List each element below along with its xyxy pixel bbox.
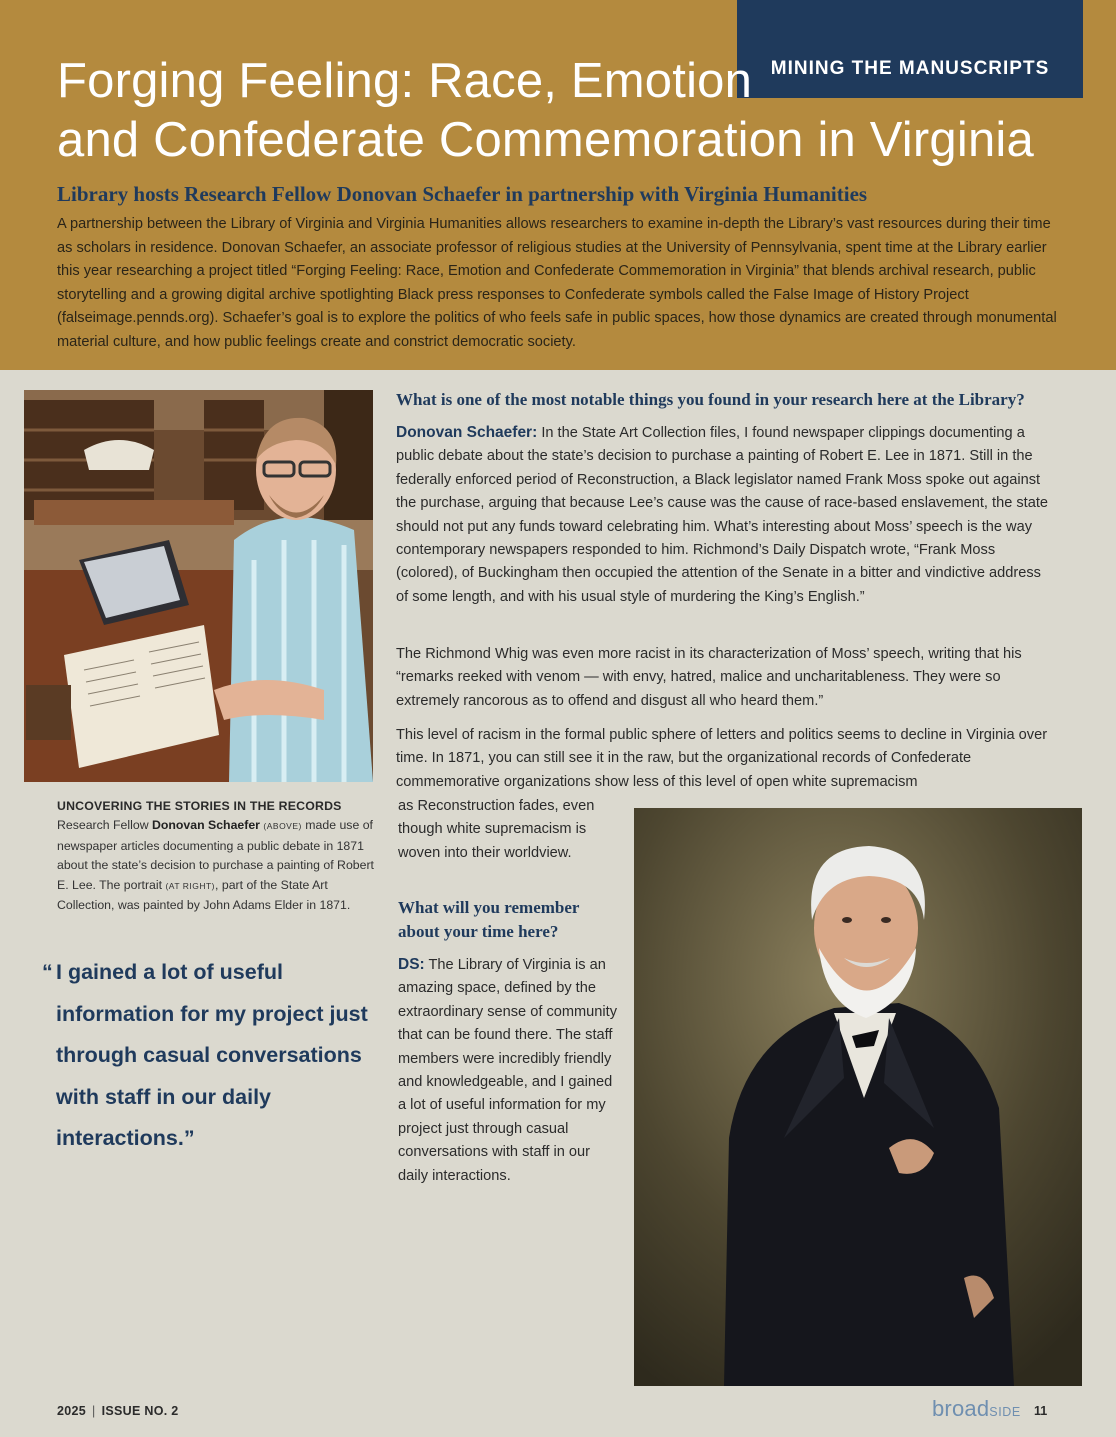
- interview-question-1: What is one of the most notable things you found in your research here at the Library?: [396, 390, 1025, 409]
- interview-question-2: What will you remember about your time here?: [398, 898, 580, 941]
- speaker-label: Donovan Schaefer:: [396, 424, 538, 441]
- caption-above: (ABOVE): [263, 821, 302, 832]
- caption-name: Donovan Schaefer: [152, 818, 260, 833]
- footer-separator: |: [92, 1404, 96, 1418]
- footer-issue: ISSUE NO. 2: [101, 1404, 179, 1418]
- speaker-label: DS:: [398, 956, 425, 973]
- title-line-2: and Confederate Commemoration in Virginia: [57, 113, 1034, 167]
- answer-text: The Library of Virginia is an amazing space, defined by the extraordinary sense of community that can be found there. The staff members were incredibly friendly and knowledgeable, and I gained a lot of useful information for my project just through casual conversations with staff in our daily interactions.: [398, 957, 617, 1184]
- pull-quote-line: with staff in our daily: [56, 1084, 272, 1109]
- title-line-1: Forging Feeling: Race, Emotion: [57, 54, 753, 108]
- answer-text: In the State Art Collection files, I found newspaper clippings documenting a public debate about the state’s decision to purchase a painting of Robert E. Lee in 1871. Still in the federally enforced period of Reconstruction, a Black legislator named Frank Moss spoke out against the purchase, arguing that because Lee’s cause was the cause of race-based enslavement, the state should not put any funds toward celebrating him. What’s interesting about Moss’ speech is the way contemporary newspapers responded to him. Richmond’s Daily Dispatch wrote, “Frank Moss (colored), of Buckingham then occupied the attention of the Senate in a bitter and vindictive address of some length, and with his usual style of murdering the King’s English.”: [396, 425, 1049, 605]
- pull-quote-line: interactions.”: [56, 1126, 195, 1150]
- pull-quote: [42, 952, 382, 1160]
- answer-paragraph-3-continued: [398, 795, 623, 865]
- page-number: 11: [1034, 1404, 1048, 1418]
- caption-at-right: (AT RIGHT): [165, 880, 216, 891]
- pull-quote-line: information for my project just: [56, 1001, 368, 1026]
- issue-footer: [57, 1404, 179, 1418]
- brand-part-b: SIDE: [989, 1405, 1021, 1419]
- caption-text-1: Research Fellow: [57, 818, 152, 833]
- portrait-painting: [634, 808, 1082, 1386]
- answer-paragraph-4: [398, 953, 623, 1188]
- section-tag: MINING THE MANUSCRIPTS: [737, 0, 1083, 98]
- caption-heading: UNCOVERING THE STORIES IN THE RECORDS: [57, 799, 342, 813]
- intro-paragraph: A partnership between the Library of Virginia and Virginia Humanities allows researchers to examine in-depth the Library’s vast resources during their time as scholars in residence. Donovan Schaefer, an associate professor of religious studies at the University of Pennsylvania, spent time at the Library earlier this year researching a project titled “Forging Feeling: Race, Emotion and Confederate Commemoration in Virginia” that blends archival research, public storytelling and a growing digital archive spotlighting Black press responses to Confederate symbols called the False Image of History Project (falseimage.pennds.org). Schaefer’s goal is to explore the politics of who feels safe in public spaces, how those dynamics are created through monumental material culture, and how public feelings create and constrict democratic society.: [57, 216, 1057, 350]
- researcher-photo: [24, 390, 373, 782]
- answer-paragraph-2: [396, 643, 1056, 713]
- brand-part-a: broad: [932, 1396, 990, 1421]
- pull-quote-line: through casual conversations: [56, 1043, 362, 1067]
- answer-paragraph-3: [396, 724, 1056, 794]
- broadside-logo: [932, 1396, 1021, 1422]
- caption-text-2: made use of newspaper articles documenting a public debate in 1871 about the state’s decision to purchase a painting of Robert E. Lee. The portrait: [57, 818, 374, 892]
- answer-paragraph-1: [396, 421, 1056, 609]
- footer-year: 2025: [57, 1404, 87, 1418]
- answer-text: This level of racism in the formal public sphere of letters and politics seems to decline in Virginia over time. In 1871, you can still see it in the raw, but the organizational records of Confederate commemorative organizations show less of this level of open white supremacism: [396, 727, 1048, 790]
- caption-text-3: , part of the State Art Collection, was painted by John Adams Elder in 1871.: [57, 877, 351, 913]
- article-subtitle: Library hosts Research Fellow Donovan Schaefer in partnership with Virginia Humanities: [57, 182, 868, 206]
- pull-quote-line: I gained a lot of useful: [56, 960, 283, 984]
- answer-text: The Richmond Whig was even more racist in its characterization of Moss’ speech, writing that his “remarks reeked with venom — with envy, hatred, malice and uncharitableness. They were so extremely rancorous as to offend and disgust all who heard them.”: [396, 646, 1022, 709]
- pull-quote-open-mark: “: [42, 960, 53, 984]
- article-title: [57, 52, 1057, 170]
- photo-caption: [57, 797, 377, 915]
- answer-text: as Reconstruction fades, even though white supremacism is woven into their worldview.: [398, 798, 595, 861]
